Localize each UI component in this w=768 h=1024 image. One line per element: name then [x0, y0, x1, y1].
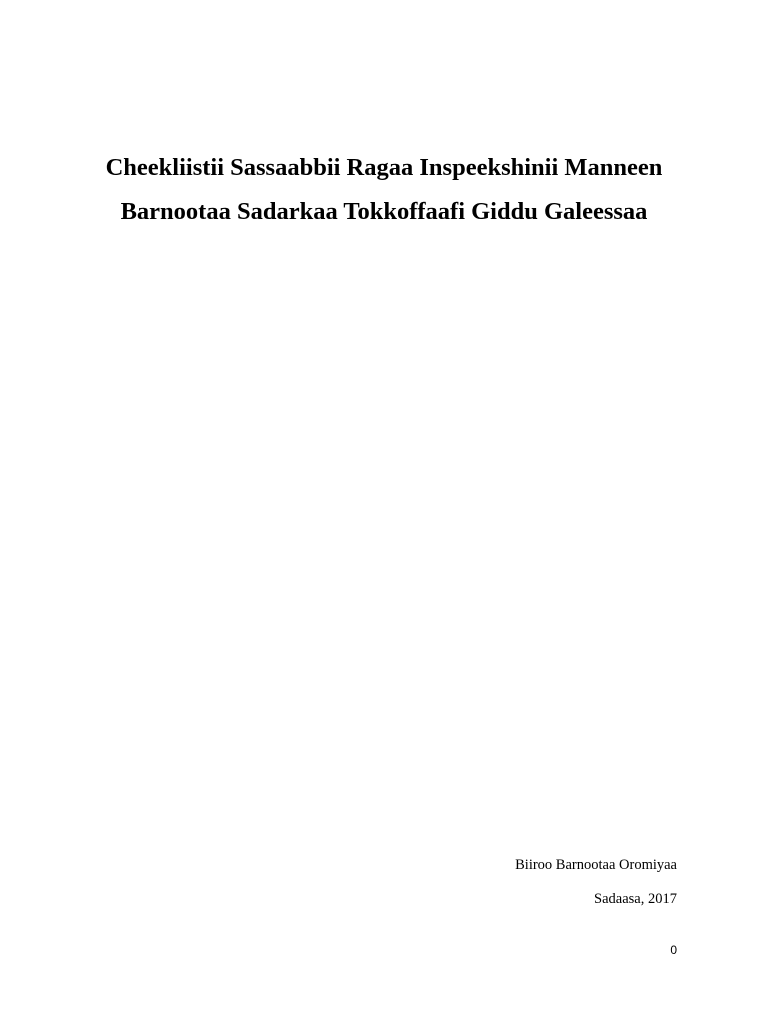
author-block [515, 856, 677, 908]
title-line-2: Barnootaa Sadarkaa Tokkoffaafi Giddu Galeessaa [120, 198, 648, 225]
author-name: Biiroo Barnootaa Oromiyaa [515, 857, 677, 873]
document-date: Sadaasa, 2017 [594, 891, 677, 907]
document-title [0, 146, 768, 234]
page-number: 0 [670, 943, 677, 957]
title-line-1: Cheekliistii Sassaabbii Ragaa Inspeekshinii Manneen [105, 154, 663, 181]
